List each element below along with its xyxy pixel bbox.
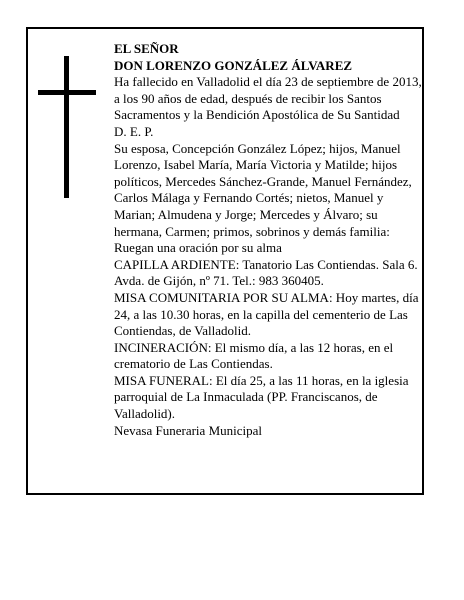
title-line-1: EL SEÑOR — [114, 41, 179, 56]
funeral-home: Nevasa Funeraria Municipal — [114, 422, 263, 438]
obituary-notice — [26, 27, 424, 495]
deceased-name: DON LORENZO GONZÁLEZ ÁLVAREZ — [114, 57, 353, 73]
cross-icon — [38, 56, 96, 198]
cremation-info: INCINERACIÓN: El mismo día, a las 12 horas, en el crematorio de Las Contiendas. — [114, 339, 394, 372]
chapel-info: CAPILLA ARDIENTE: Tanatorio Las Contiendas. Sala 6. Avda. de Gijón, nº 71. Tel.: 983 360405. — [114, 256, 418, 289]
prayer-request: Ruegan una oración por su alma — [114, 240, 282, 256]
cross-vertical-bar — [64, 56, 69, 198]
community-mass-info: MISA COMUNITARIA POR SU ALMA: Hoy martes, día 24, a las 10.30 horas, en la capilla del cementerio de Las Contiendas, de Valladolid. — [114, 289, 419, 339]
funeral-mass-info: MISA FUNERAL: El día 25, a las 11 horas, en la iglesia parroquial de La Inmaculada (PP. Franciscanos, de Valladolid). — [114, 372, 409, 422]
rip-text: D. E. P. — [114, 123, 154, 139]
notice-text — [114, 41, 422, 439]
family-list: Su esposa, Concepción González López; hijos, Manuel Lorenzo, Isabel María, María Victoria y Matilde; hijos políticos, Mercedes Sánchez-Grande, Manuel Fernández, Carlos Málaga y Fernando Cortés; nietos, Manuel y Marian; Almudena y Jorge; Mercedes y Álvaro; su hermana, Carmen; primos, sobrinos y demás familia: — [114, 140, 412, 239]
death-info: Ha fallecido en Valladolid el día 23 de septiembre de 2013, a los 90 años de edad, después de recibir los Santos Sacramentos y la Bendición Apostólica de Su Santidad — [114, 74, 422, 123]
cross-horizontal-bar — [38, 90, 96, 95]
